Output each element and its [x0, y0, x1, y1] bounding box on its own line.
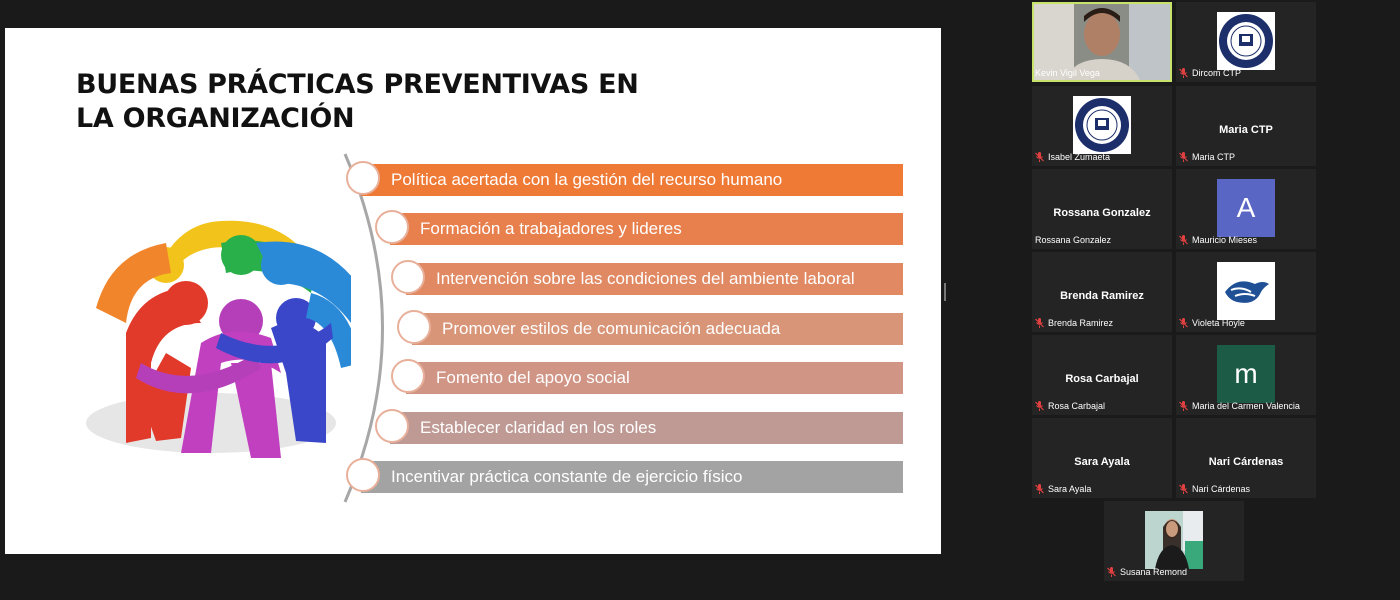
participant-tile[interactable] [1032, 169, 1172, 249]
muted-mic-icon [1179, 484, 1188, 494]
timeline-node [346, 458, 380, 492]
muted-mic-icon [1179, 401, 1188, 411]
participant-display-name: Sara Ayala [1074, 456, 1130, 468]
muted-mic-icon [1107, 567, 1116, 577]
participant-display-name: Maria CTP [1219, 124, 1273, 136]
timeline-node [391, 359, 425, 393]
participant-name-footer [1035, 152, 1110, 162]
timeline-node [346, 161, 380, 195]
practice-label: Incentivar práctica constante de ejercicio físico [391, 467, 743, 486]
participant-name-footer [1035, 318, 1113, 328]
participant-name-footer [1179, 318, 1245, 328]
participant-display-name: Rossana Gonzalez [1053, 207, 1151, 219]
participant-tile[interactable] [1032, 418, 1172, 498]
participant-name: Violeta Hoyle [1192, 318, 1245, 328]
participant-display-name: Brenda Ramirez [1060, 290, 1144, 302]
practice-item [361, 164, 903, 196]
muted-mic-icon [1179, 235, 1188, 245]
practice-item [361, 461, 903, 493]
participant-tile[interactable] [1032, 335, 1172, 415]
participant-name-footer [1035, 68, 1100, 78]
participant-tile[interactable] [1032, 252, 1172, 332]
avatar-initial: m [1217, 345, 1275, 403]
timeline-curve [325, 150, 395, 510]
participant-name: Susana Remond [1120, 567, 1188, 577]
participant-name: Maria del Carmen Valencia [1192, 401, 1300, 411]
participant-name: Maria CTP [1192, 152, 1236, 162]
seal-icon [1073, 96, 1131, 154]
participant-name-footer [1035, 235, 1111, 245]
participant-tile[interactable] [1032, 2, 1172, 82]
participant-name: Mauricio Mieses [1192, 235, 1258, 245]
timeline-node [375, 210, 409, 244]
practice-item [406, 362, 903, 394]
participant-tile[interactable] [1176, 86, 1316, 166]
participant-photo [1145, 511, 1203, 569]
participant-name-footer [1179, 401, 1300, 411]
muted-mic-icon [1179, 152, 1188, 162]
avatar-initial: A [1217, 179, 1275, 237]
seal-icon [1217, 12, 1275, 70]
participant-name-footer [1179, 235, 1257, 245]
participant-name-footer [1179, 152, 1235, 162]
practice-label: Establecer claridad en los roles [420, 418, 657, 437]
participant-name: Nari Cárdenas [1192, 484, 1251, 494]
participant-tile[interactable] [1176, 169, 1316, 249]
timeline-node [391, 260, 425, 294]
practice-label: Fomento del apoyo social [436, 368, 630, 387]
participant-name: Brenda Ramirez [1048, 318, 1114, 328]
muted-mic-icon [1179, 318, 1188, 328]
practice-label: Promover estilos de comunicación adecuada [442, 319, 781, 338]
panel-resize-handle[interactable] [944, 283, 946, 301]
participant-name: Dircom CTP [1192, 68, 1241, 78]
participant-name-footer [1179, 68, 1241, 78]
participant-name: Isabel Zumaeta [1048, 152, 1111, 162]
muted-mic-icon [1035, 152, 1044, 162]
participant-name: Sara Ayala [1048, 484, 1092, 494]
participant-name-footer [1035, 484, 1091, 494]
muted-mic-icon [1035, 318, 1044, 328]
muted-mic-icon [1035, 401, 1044, 411]
muted-mic-icon [1035, 484, 1044, 494]
practice-item [406, 263, 903, 295]
participant-tile[interactable] [1176, 252, 1316, 332]
participant-tile[interactable] [1032, 86, 1172, 166]
muted-mic-icon [1179, 68, 1188, 78]
participant-tile[interactable] [1176, 335, 1316, 415]
practice-label: Intervención sobre las condiciones del ambiente laboral [436, 269, 855, 288]
participant-name: Rosa Carbajal [1048, 401, 1106, 411]
practice-item [390, 213, 903, 245]
practice-label: Formación a trabajadores y lideres [420, 219, 682, 238]
timeline-node [397, 310, 431, 344]
bird-logo-icon [1217, 262, 1275, 320]
participant-name-footer [1035, 401, 1105, 411]
participant-tile[interactable] [1176, 418, 1316, 498]
participant-name-footer [1107, 567, 1187, 577]
participant-tile[interactable] [1176, 2, 1316, 82]
participant-tile[interactable] [1104, 501, 1244, 581]
participant-name-footer [1179, 484, 1250, 494]
participant-display-name: Rosa Carbajal [1065, 373, 1139, 385]
participant-name: Kevin Vigil Vega [1035, 68, 1100, 78]
participant-display-name: Nari Cárdenas [1208, 456, 1284, 468]
people-circle-illustration [71, 203, 351, 468]
practice-item [412, 313, 903, 345]
practice-label: Política acertada con la gestión del recurso humano [391, 170, 783, 189]
participant-name: Rossana Gonzalez [1035, 235, 1112, 245]
shared-slide [5, 28, 941, 554]
practice-item [390, 412, 903, 444]
slide-title: BUENAS PRÁCTICAS PREVENTIVAS EN LA ORGANIZACIÓN [76, 69, 639, 134]
timeline-node [375, 409, 409, 443]
